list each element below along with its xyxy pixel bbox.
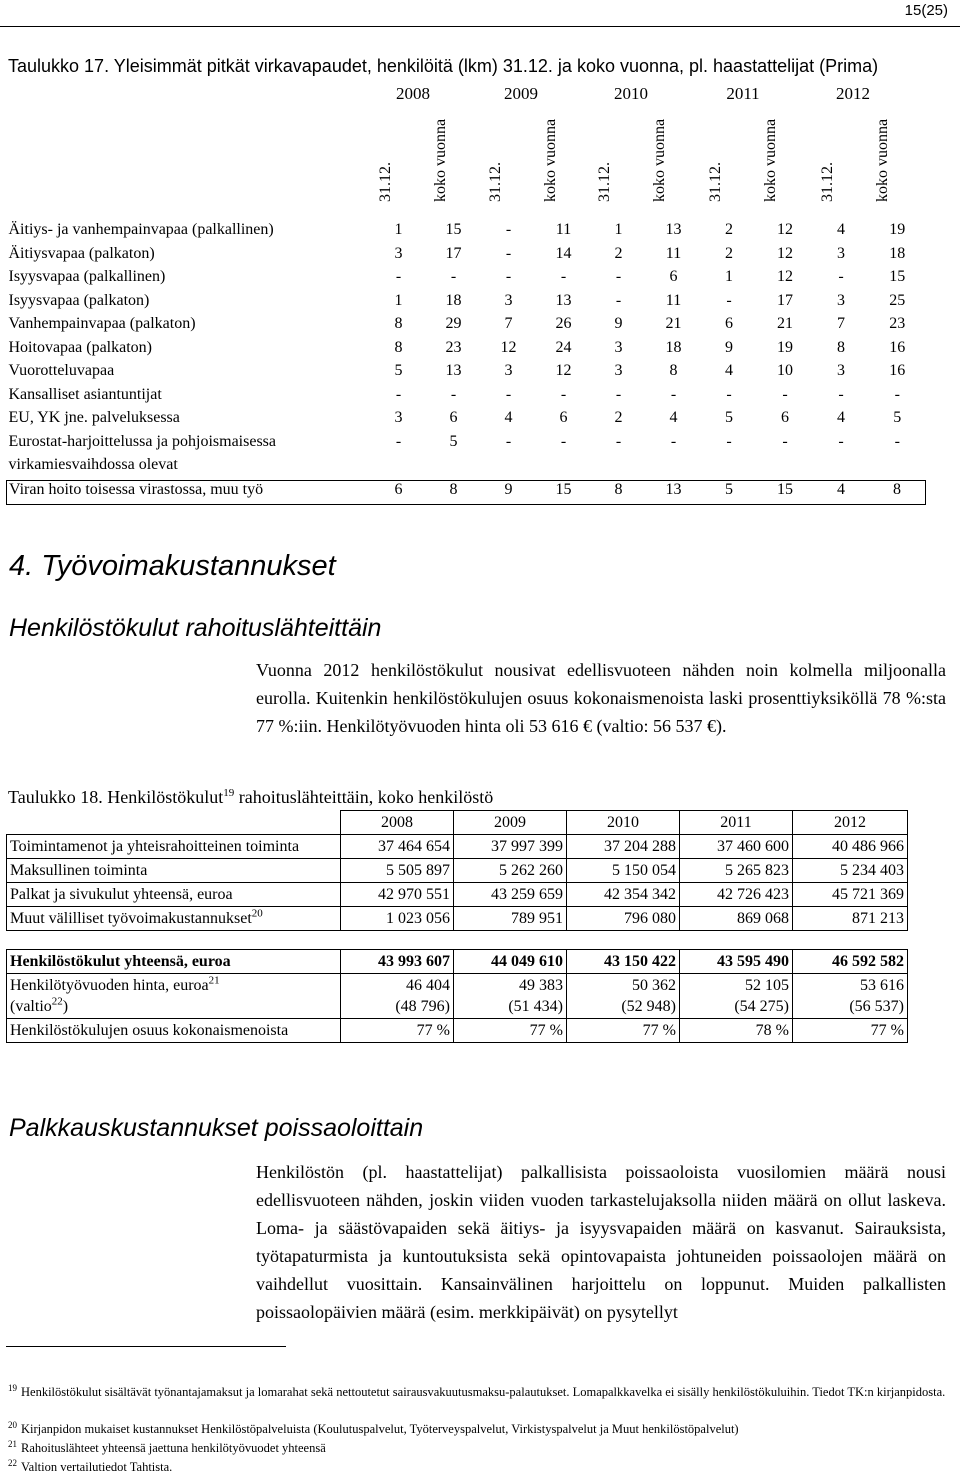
- table-cell: 8: [837, 338, 845, 356]
- table-cell: [813, 456, 869, 480]
- paragraph: Vuonna 2012 henkilöstökulut nousivat edellisvuoteen nähden noin kolmella miljoonalla eurolla. Kuitenkin henkilöstökulujen osuus kokonaismenoista laski prosenttiyksiköllä 78 %:sta 77 %:iin. Henkilötyövuoden hinta oli 53 616 € (valtio: 56 537 €).: [256, 660, 946, 736]
- table-cell: 869 068: [680, 907, 793, 931]
- table-cell: -: [615, 268, 622, 285]
- table-cell: 45 721 369: [793, 883, 908, 907]
- table-cell: 18: [665, 338, 682, 356]
- table-cell: 77 %: [341, 1019, 454, 1043]
- gap-cell: [567, 931, 680, 950]
- row-label: EU, YK jne. palveluksessa: [8, 409, 180, 426]
- cell-value: 46 404: [406, 977, 450, 994]
- table-cell: 6: [559, 409, 568, 426]
- table-cell: [341, 974, 454, 1019]
- row-label: Hoitovapaa (palkaton): [8, 338, 152, 356]
- table-cell: 796 080: [567, 907, 680, 931]
- row-label: Vanhempainvapaa (palkaton): [8, 315, 196, 332]
- row-label: [7, 974, 341, 1019]
- table-cell: 19: [889, 221, 906, 238]
- header-empty: [7, 811, 341, 835]
- table-cell: [793, 974, 908, 1019]
- row-label: Viran hoito toisessa virastossa, muu työ: [7, 480, 372, 505]
- table17-year: 2011: [726, 84, 760, 103]
- year-header: 2012: [793, 811, 908, 835]
- row-label: Isyysvapaa (palkaton): [8, 291, 150, 309]
- table-row: [7, 433, 926, 457]
- table-cell: 5 150 054: [567, 859, 680, 883]
- table-cell: 13: [445, 362, 462, 379]
- table-cell: [646, 456, 701, 480]
- table17-subhead: koko vuonna: [651, 118, 668, 202]
- table-cell: -: [505, 221, 512, 238]
- table-cell: -: [670, 385, 677, 403]
- table-row: [7, 883, 908, 907]
- table-cell: 6: [449, 409, 458, 426]
- table-cell: -: [560, 385, 567, 403]
- table-row: [7, 362, 926, 386]
- table-cell: 5 265 823: [680, 859, 793, 883]
- cell-value-valtio: (54 275): [734, 998, 789, 1015]
- table-cell: 6: [725, 315, 733, 332]
- table-cell: 3: [504, 362, 513, 379]
- table-cell: -: [838, 385, 844, 403]
- table-cell: -: [505, 385, 512, 403]
- table-cell: -: [782, 385, 788, 403]
- table17-subhead: 31.12.: [707, 162, 724, 202]
- table-cell: 43 150 422: [567, 950, 680, 974]
- table17-subhead: koko vuonna: [542, 118, 559, 202]
- table-cell: [426, 456, 481, 480]
- row-label: Isyysvapaa (palkallinen): [8, 268, 166, 285]
- table-cell: 8: [394, 338, 403, 356]
- table-cell: 18: [889, 244, 906, 262]
- row-label: Henkilöstökulujen osuus kokonaismenoista: [7, 1019, 341, 1043]
- cell-value: 52 105: [745, 977, 789, 994]
- table-cell: 3: [394, 244, 403, 262]
- table-row: [7, 221, 926, 245]
- table-row: [7, 907, 908, 931]
- table-gap: [7, 931, 908, 950]
- table-cell: [371, 456, 426, 480]
- table-cell: 9: [481, 480, 536, 505]
- table-cell: 5: [701, 480, 757, 505]
- header-rule: [0, 26, 960, 27]
- table-cell: [757, 456, 813, 480]
- table-cell: 8: [426, 480, 481, 505]
- table-cell: -: [726, 432, 732, 450]
- table-cell: -: [838, 268, 844, 285]
- table-cell: 5: [394, 362, 403, 379]
- table-header-row: [7, 811, 908, 835]
- row-label: Kansalliset asiantuntijat: [8, 385, 162, 403]
- table-cell: [454, 974, 567, 1019]
- table-cell: [591, 456, 646, 480]
- table-cell: 8: [591, 480, 646, 505]
- year-header: 2011: [680, 811, 793, 835]
- table-cell: 2: [725, 244, 733, 262]
- table18-title: Taulukko 18. Henkilöstökulut$^{19}$ rahoituslähteittäin, koko henkilöstö: [8, 787, 494, 807]
- gap-cell: [454, 931, 567, 950]
- table-cell: 2: [725, 221, 733, 238]
- table-cell: 15: [889, 268, 906, 285]
- table-cell: -: [505, 244, 512, 262]
- table-cell: 11: [665, 244, 682, 262]
- table-cell: 8: [669, 362, 678, 379]
- table-cell: -: [560, 432, 567, 450]
- row-label-text: Toimintamenot ja yhteisrahoitteinen toiminta: [10, 838, 300, 855]
- table-row: [7, 315, 926, 339]
- table-cell: [536, 456, 591, 480]
- table-cell: 7: [837, 315, 845, 332]
- table-cell: 17: [445, 244, 462, 262]
- section-heading: 4. Työvoimakustannukset: [9, 550, 336, 582]
- table-cell: [701, 456, 757, 480]
- table-cell: -: [726, 385, 732, 403]
- table-cell: 29: [445, 315, 462, 332]
- row-label: [7, 907, 341, 931]
- table-cell: 21: [777, 315, 793, 332]
- table-cell: 43 993 607: [341, 950, 454, 974]
- table-cell: 77 %: [793, 1019, 908, 1043]
- table-cell: 5: [725, 409, 733, 426]
- table-cell: 3: [837, 291, 845, 309]
- cell-value-valtio: (51 434): [508, 998, 563, 1015]
- table-cell: 2: [614, 244, 623, 262]
- cell-value-valtio: (52 948): [621, 998, 676, 1015]
- table-cell: 5 262 260: [454, 859, 567, 883]
- table-cell: 42 970 551: [341, 883, 454, 907]
- table-cell: 7: [504, 315, 513, 332]
- table-cell: [481, 456, 536, 480]
- footnote: $^{20}$ Kirjanpidon mukaiset kustannukset Henkilöstöpalveluista (Koulutuspalvelut, Työterveyspalvelut, Virkistyspalvelut ja Muut henkilöstöpalvelut): [8, 1420, 739, 1437]
- table-cell: 12: [777, 221, 793, 238]
- paragraph: Henkilöstön (pl. haastattelijat) palkallisista poissaoloista vuosilomien määrä nousi edellisvuoteen nähden, joskin viiden vuoden tarkastelujaksolla niiden määrä on ollut laskeva. Loma- ja säästövapaiden sekä äitiys- ja isyysvapaiden määrä on kasvanut. Sairauksista, työtapaturmista ja kuntoutuksista sekä opintovapaista johtuneiden poissaolojen määrä on vaihdellut vuosittain. Kansainvälinen harjoittelu on loppunut. Muiden palkallisten poissaolopäivien määrä (esim. merkkipäivät) on pysytellyt: [256, 1162, 946, 1322]
- table-cell: 44 049 610: [454, 950, 567, 974]
- table17-subhead: koko vuonna: [432, 118, 449, 202]
- table-cell: 8: [869, 480, 926, 505]
- table-cell: 37 464 654: [341, 835, 454, 859]
- table-cell: 11: [555, 221, 572, 238]
- table-cell: -: [395, 268, 402, 285]
- table-cell: -: [894, 385, 900, 403]
- cell-value-valtio: (48 796): [395, 998, 450, 1015]
- table-cell: -: [615, 432, 622, 450]
- table17-year: 2008: [396, 84, 430, 103]
- row-label: Vuorotteluvapaa: [8, 362, 115, 379]
- table-cell: 1: [614, 221, 623, 238]
- table-cell: 43 259 659: [454, 883, 567, 907]
- table-cell: [680, 974, 793, 1019]
- table-row: [7, 480, 926, 505]
- table-cell: 37 460 600: [680, 835, 793, 859]
- table-row: [7, 339, 926, 363]
- table-cell: 11: [665, 291, 682, 309]
- table-cell: 4: [725, 362, 733, 379]
- table-cell: 3: [614, 362, 623, 379]
- table-cell: 46 592 582: [793, 950, 908, 974]
- table-cell: 3: [504, 291, 513, 309]
- table-cell: 18: [445, 291, 462, 309]
- table-cell: 12: [555, 362, 572, 379]
- table-row: [7, 835, 908, 859]
- footnote-ref: 20: [251, 907, 263, 920]
- gap-cell: [793, 931, 908, 950]
- row-label: [7, 859, 341, 883]
- table-cell: 37 997 399: [454, 835, 567, 859]
- row-label: Eurostat-harjoittelussa ja pohjoismaisessa: [8, 432, 276, 450]
- table-row: [7, 456, 926, 480]
- table-cell: -: [505, 268, 512, 285]
- gap-cell: [7, 931, 341, 950]
- table-cell: 9: [725, 338, 733, 356]
- table-cell: -: [395, 432, 402, 450]
- table-cell: 5: [449, 432, 458, 450]
- table-cell: -: [560, 268, 567, 285]
- table-cell: 40 486 966: [793, 835, 908, 859]
- row-label: Henkilöstökulut yhteensä, euroa: [7, 950, 341, 974]
- table-row: [7, 859, 908, 883]
- table-cell: 5 234 403: [793, 859, 908, 883]
- row-label-text: Maksullinen toiminta: [10, 862, 148, 879]
- row-label: [7, 835, 341, 859]
- table-cell: -: [726, 291, 732, 309]
- table-cell: 15: [757, 480, 813, 505]
- table-cell: 1: [394, 291, 403, 309]
- table-cell: -: [615, 385, 622, 403]
- table-cell: 25: [889, 291, 906, 309]
- footnote-ref: 22: [51, 995, 63, 1008]
- table17-year: 2010: [614, 84, 648, 103]
- table-cell: 1: [725, 268, 733, 285]
- table-row: [7, 1019, 908, 1043]
- table-cell: 6: [371, 480, 426, 505]
- table-cell: 14: [555, 244, 572, 262]
- gap-cell: [680, 931, 793, 950]
- table-cell: 5: [893, 409, 902, 426]
- table-cell: 13: [665, 221, 682, 238]
- table-cell: 42 354 342: [567, 883, 680, 907]
- row-label-text: Palkat ja sivukulut yhteensä, euroa: [10, 886, 233, 903]
- table-cell: 19: [777, 338, 793, 356]
- table17-title: Taulukko 17. Yleisimmät pitkät virkavapaudet, henkilöitä (lkm) 31.12. ja koko vuonna, pl. haastattelijat (Prima): [8, 56, 879, 76]
- row-label-text: Henkilötyövuoden hinta, euroa: [10, 977, 209, 994]
- cell-value: 49 383: [519, 977, 563, 994]
- row-label: Äitiysvapaa (palkaton): [8, 244, 155, 262]
- row-label: virkamiesvaihdossa olevat: [8, 456, 178, 473]
- footnote: $^{22}$ Valtion vertailutiedot Tahtista.: [8, 1458, 173, 1475]
- table-cell: 6: [669, 268, 678, 285]
- table17-subhead: 31.12.: [487, 162, 504, 202]
- row-label: [7, 883, 341, 907]
- table-cell: 16: [889, 338, 906, 356]
- footnote: $^{21}$ Rahoituslähteet yhteensä jaettuna henkilötyövuodet yhteensä: [8, 1439, 326, 1456]
- table-cell: 37 204 288: [567, 835, 680, 859]
- table-cell: 789 951: [454, 907, 567, 931]
- table-cell: 12: [777, 244, 793, 262]
- table-cell: -: [395, 385, 402, 403]
- footnote-rule: [6, 1346, 286, 1347]
- table-cell: -: [838, 432, 844, 450]
- table-cell: 21: [665, 315, 682, 332]
- table-cell: 12: [777, 268, 793, 285]
- table17-subhead: 31.12.: [819, 162, 836, 202]
- table-row: [7, 386, 926, 410]
- table-row: [7, 268, 926, 292]
- table-cell: -: [782, 432, 788, 450]
- table-cell: 4: [837, 221, 845, 238]
- table-cell: 3: [394, 409, 403, 426]
- cell-value: 53 616: [860, 977, 904, 994]
- table17-subhead: 31.12.: [596, 162, 613, 202]
- page-number: 15(25): [904, 2, 948, 19]
- table-cell: -: [450, 268, 457, 285]
- row-label-text: (valtio: [10, 998, 52, 1015]
- footnote-ref: 21: [208, 974, 220, 987]
- row-label: Äitiys- ja vanhempainvapaa (palkallinen): [8, 221, 274, 238]
- year-header: 2009: [454, 811, 567, 835]
- subsection-heading: Palkkauskustannukset poissaoloittain: [9, 1114, 424, 1142]
- table-cell: 3: [837, 362, 845, 379]
- row-label-text: Muut välilliset työvoimakustannukset: [10, 910, 252, 927]
- table-cell: 871 213: [793, 907, 908, 931]
- table-cell: 15: [536, 480, 591, 505]
- table-cell: -: [615, 291, 622, 309]
- table-cell: 10: [777, 362, 793, 379]
- table-cell: 77 %: [454, 1019, 567, 1043]
- table-cell: 2: [614, 409, 623, 426]
- table-cell: 4: [504, 409, 513, 426]
- table-cell: 13: [555, 291, 572, 309]
- table-cell: 9: [614, 315, 623, 332]
- table-cell: 24: [555, 338, 572, 356]
- table17-year: 2012: [836, 84, 870, 103]
- year-header: 2008: [341, 811, 454, 835]
- table-cell: 4: [669, 409, 678, 426]
- table-cell: 16: [889, 362, 906, 379]
- table-cell: 4: [837, 409, 845, 426]
- table-cell: 15: [445, 221, 462, 238]
- table-cell: 5 505 897: [341, 859, 454, 883]
- table-cell: -: [505, 432, 512, 450]
- table-cell: 1 023 056: [341, 907, 454, 931]
- row-label-text: ): [62, 998, 69, 1015]
- table17-subhead: koko vuonna: [762, 118, 779, 202]
- table-cell: 8: [394, 315, 403, 332]
- table18: [6, 810, 908, 1043]
- table-row: [7, 974, 908, 1019]
- table-cell: 6: [781, 409, 789, 426]
- table-cell: 17: [777, 291, 793, 309]
- table-cell: -: [670, 432, 677, 450]
- cell-value-valtio: (56 537): [849, 998, 904, 1015]
- cell-value: 50 362: [632, 977, 676, 994]
- table-cell: 23: [445, 338, 462, 356]
- table-cell: 43 595 490: [680, 950, 793, 974]
- table-cell: 12: [500, 338, 517, 356]
- table-cell: -: [894, 432, 900, 450]
- table-cell: 3: [614, 338, 623, 356]
- table-row: [7, 409, 926, 433]
- total-row: [7, 950, 908, 974]
- gap-cell: [341, 931, 454, 950]
- table-cell: 3: [837, 244, 845, 262]
- table17-subhead: 31.12.: [377, 162, 394, 202]
- footnote: $^{19}$ Henkilöstökulut sisältävät työnantajamaksut ja lomarahat sekä nettoutetut sairausvakuutusmaksu-palautukset. Lomapalkkavelka ei sisälly henkilöstökuluihin. Tiedot TK:n kirjanpidosta.: [8, 1383, 946, 1400]
- table-cell: 23: [889, 315, 906, 332]
- table-cell: [567, 974, 680, 1019]
- table-cell: -: [450, 385, 457, 403]
- table-cell: 77 %: [567, 1019, 680, 1043]
- table-cell: 42 726 423: [680, 883, 793, 907]
- table17-subhead: koko vuonna: [874, 118, 891, 202]
- table-cell: 26: [555, 315, 572, 332]
- table-cell: 1: [394, 221, 403, 238]
- subsection-heading: Henkilöstökulut rahoituslähteittäin: [9, 614, 382, 642]
- table-cell: [869, 456, 926, 480]
- table-cell: 78 %: [680, 1019, 793, 1043]
- year-header: 2010: [567, 811, 680, 835]
- table-cell: 13: [646, 480, 701, 505]
- table-cell: 4: [813, 480, 869, 505]
- table17-year: 2009: [504, 84, 538, 103]
- table-row: [7, 292, 926, 316]
- table17: [6, 221, 926, 505]
- table-row: [7, 245, 926, 269]
